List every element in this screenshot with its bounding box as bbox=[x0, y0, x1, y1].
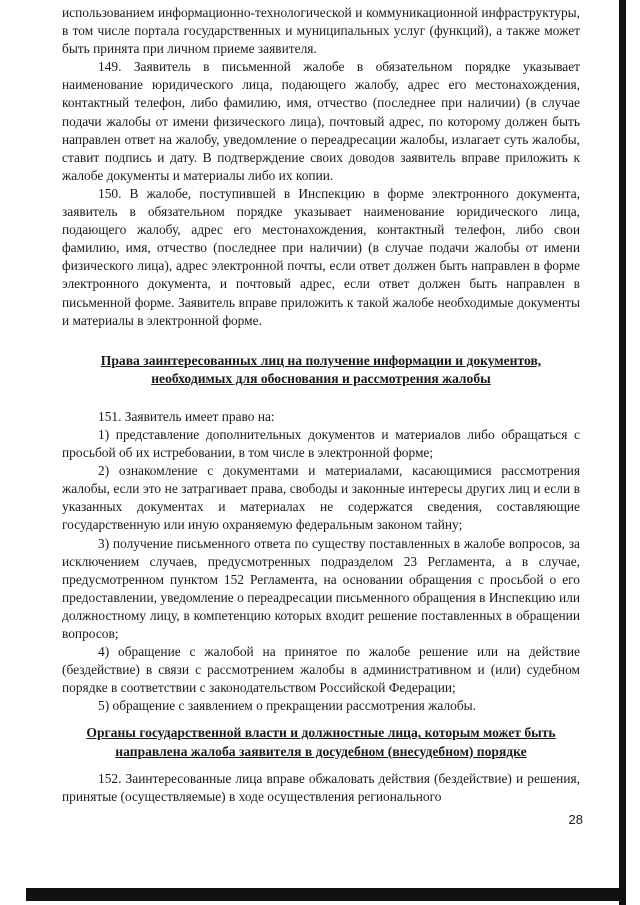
paragraph-152: 152. Заинтересованные лица вправе обжаловать действия (бездействие) и решения, принятые (осуществляемые) в ходе осуществления регионального bbox=[62, 770, 580, 804]
list-item-2: 2) ознакомление с документами и материалами, касающимися рассмотрения жалобы, если это не затрагивает права, свободы и законные интересы других лиц и если в указанных документах и материалах не содержатся сведения, составляющие государственную или иную охраняемую федеральным законом тайну; bbox=[62, 463, 580, 533]
paragraph-151: 151. Заявитель имеет право на: bbox=[98, 408, 275, 424]
paragraph-continuation: использованием информационно-технологической и коммуникационной инфраструктуры, в том числе портала государственных и муниципальных услуг (функций), а также может быть принята при личном приеме заявителя. bbox=[62, 5, 580, 57]
list-item-3: 3) получение письменного ответа по существу поставленных в жалобе вопросов, за исключением случаев, предусмотренных подразделом 23 Регламента, а в случае, предусмотренном пунктом 152 Регламента, на основании обращения с просьбой о его предоставлении, уведомление о переадресации письменного обращения в Инспекцию или должностному лицу, в компетенцию которых входит решение поставленных в обращении вопросов; bbox=[62, 535, 580, 641]
page-number: 28 bbox=[568, 812, 583, 827]
section-heading-authorities: Органы государственной власти и должностные лица, которым может быть направлена жалоба заявителя в досудебном (внесудебном) порядке bbox=[86, 725, 556, 759]
scan-edge-right bbox=[619, 0, 626, 905]
paragraph-149: 149. Заявитель в письменной жалобе в обязательном порядке указывает наименование юридического лица, подающего жалобу, адрес его местонахождения, контактный телефон, либо фамилию, имя, отчество (последнее при наличии) (в случае подачи жалобы от имени физического лица), почтовый адрес, по которому должен быть направлен ответ на жалобу, уведомление о переадресации жалобы, излагает суть жалобы, ставит подпись и дату. В подтверждение своих доводов заявитель вправе приложить к жалобе документы и материалы либо их копии. bbox=[62, 59, 580, 183]
list-item-4: 4) обращение с жалобой на принятое по жалобе решение или на действие (бездействие) в связи с рассмотрением жалобы в административном и (или) судебном порядке в соответствии с законодательством Российской Федерации; bbox=[62, 644, 580, 696]
paragraph-150: 150. В жалобе, поступившей в Инспекцию в форме электронного документа, заявитель в обязательном порядке указывает наименование юридического лица, подающего жалобу, адрес его местонахождения, контактный телефон, либо свои фамилию, имя, отчество (последнее при наличии) (в случае подачи жалобы от имени физического лица), адрес электронной почты, если ответ должен быть направлен в форме электронного документа, и почтовый адрес, если ответ должен быть направлен в письменной форме. Заявитель вправе приложить к такой жалобе необходимые документы и материалы в электронной форме. bbox=[62, 185, 580, 328]
scan-edge-bottom bbox=[26, 888, 626, 901]
list-item-1: 1) представление дополнительных документов и материалов либо обращаться с просьбой об их истребовании, в том числе в электронной форме; bbox=[62, 426, 580, 461]
list-item-5: 5) обращение с заявлением о прекращении рассмотрения жалобы. bbox=[98, 698, 477, 714]
section-heading-rights: Права заинтересованных лиц на получение информации и документов, необходимых для обоснования и рассмотрения жалобы bbox=[100, 352, 542, 386]
document-body bbox=[62, 4, 580, 806]
